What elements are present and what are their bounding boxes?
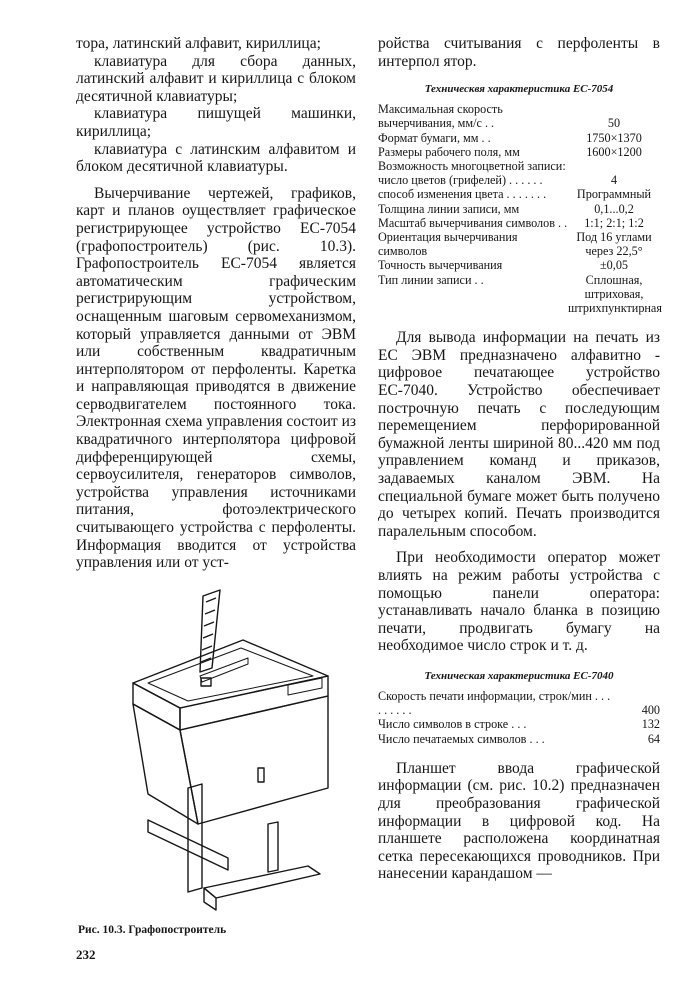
spec-label: Размеры рабочего поля, мм	[378, 144, 520, 159]
right-intro: ройства считывания с перфоленты в интерпол ятор.	[378, 35, 660, 70]
table-row	[378, 173, 660, 187]
left-paragraph-3: клавиатура пишущей машинки, кириллица;	[76, 105, 356, 140]
right-paragraph-1: Для вывода информации на печать из ЕС ЭВМ предназначено алфавитно - цифровое печатающее устройство ЕС-7040. Устройство обеспечивает построчную печать с последующим перемещением перфорированной бумажной ленты шириной 80...420 мм под управлением команд и приказов, задаваемых каналом ЭВМ. На специальной бумаге может быть получено до четырех копий. Печать производится паралельным способом.	[378, 329, 660, 540]
table1-title: Техническвя характеристика ЕС-7054	[424, 83, 614, 96]
spec-label: Число символов в строке . . .	[378, 717, 527, 732]
left-column	[76, 35, 356, 572]
spec-label: Формат бумаги, мм . .	[378, 130, 491, 145]
spec-value: Программный	[576, 187, 652, 202]
spec-label: число цветов (грифелей) . . . . . .	[378, 173, 543, 188]
spec-value: 0,1...0,2	[594, 201, 634, 216]
right-paragraph-3: Планшет ввода графической информации (см. рис. 10.2) предназначен для преобразования графической информации в цифровой код. На планшете расположена координатная сетка пересекающихся проводников. При нанесении карандашом —	[378, 759, 660, 883]
left-paragraph-4: клавиатура с латинским алфавитом и блоком десятичной клавиатуры.	[76, 140, 356, 176]
left-paragraph-1: тора, латинский алфавит, кириллица;	[76, 35, 321, 52]
page-number: 232	[76, 947, 96, 962]
spec-label: Скорость печати информации, строк/мин . . . . . . . . .	[378, 688, 611, 718]
spec-value: 1:1; 2:1; 1:2	[584, 215, 644, 230]
spec-label: Тип линии записи . .	[378, 272, 484, 287]
table-row	[378, 273, 660, 316]
spec-value: 64	[647, 731, 660, 746]
table-row	[378, 202, 660, 216]
table-row	[378, 159, 660, 173]
spec-label: Число печатаемых символов . . .	[378, 731, 545, 746]
figure-caption: Рис. 10.3. Графопостроитель	[78, 924, 227, 936]
spec-table-ec7040	[378, 689, 660, 746]
spec-label: Максимальная скорость вычерчивания, мм/с . .	[378, 102, 503, 131]
spec-label: Толщина линии записи, мм	[378, 201, 520, 216]
spec-value: ±0,05	[599, 258, 629, 273]
spec-value: Под 16 углами через 22,5°	[576, 230, 652, 259]
spec-table-ec7054	[378, 102, 660, 315]
spec-label: Ориентация вычерчивания символов	[378, 230, 518, 259]
table-row	[378, 131, 660, 145]
spec-label: Точность вычерчивания	[378, 258, 503, 273]
right-paragraph-2: При необходимости оператор может влиять на режим работы устройства с помощью панели оператора: устанавливать начало бланка в позицию печати, продвигать бумагу на необходимое число строк и т. д.	[378, 549, 660, 655]
right-column	[378, 35, 660, 883]
table-row	[378, 732, 660, 746]
table2-title: Техническая характеристика ЕС-7040	[424, 669, 614, 682]
left-paragraph-2: клавиатура для сбора данных, латинский алфавит и кириллица с блоком десятичной клавиатуры;	[76, 52, 356, 105]
spec-value: 1750×1370	[586, 130, 642, 145]
spec-value: 400	[641, 703, 660, 718]
table-row	[378, 230, 660, 258]
spec-label: способ изменения цвета . . . . . . .	[378, 187, 547, 202]
spec-value: 1600×1200	[586, 144, 642, 159]
plotter-illustration	[108, 588, 348, 914]
table-row	[378, 717, 660, 731]
spec-value: Сплошная, штриховая, штрихпунктирная	[568, 272, 662, 316]
table-row	[378, 145, 660, 159]
plotter-figure	[108, 588, 348, 919]
table-row	[378, 689, 660, 717]
spec-label: Масштаб вычерчивания символов . .	[378, 215, 568, 230]
table-row	[378, 216, 660, 230]
spec-value: 132	[641, 717, 660, 732]
spec-label: Возможность многоцветной записи:	[378, 159, 566, 173]
spec-value: 4	[610, 173, 618, 188]
table-row	[378, 102, 660, 130]
left-paragraph-5: Вычерчивание чертежей, графиков, карт и планов оуществляет графическое регистрирующее устройство ЕС-7054 (графопостроитель) (рис. 10.3). Графопостроитель ЕС-7054 является автоматическим графическим регистрирующим устройством, оснащенным шаговым сервомеханизмом, который управляется данными от ЭВМ или собственным квадратичным интерполятором от перфоленты. Каретка и направляющая приводятся в движение серводвигателем постоянного тока. Электронная схема управления состоит из квадратичного интерполятора цифровой дифференцирующей схемы, сервоусилителя, генераторов символов, устройства управления источниками питания, фотоэлектрического считывающего устройства с перфоленты. Информация вводится от устройства управления или от уст-	[76, 184, 356, 572]
table-row	[378, 258, 660, 272]
spec-value: 50	[607, 116, 621, 131]
table-row	[378, 187, 660, 201]
